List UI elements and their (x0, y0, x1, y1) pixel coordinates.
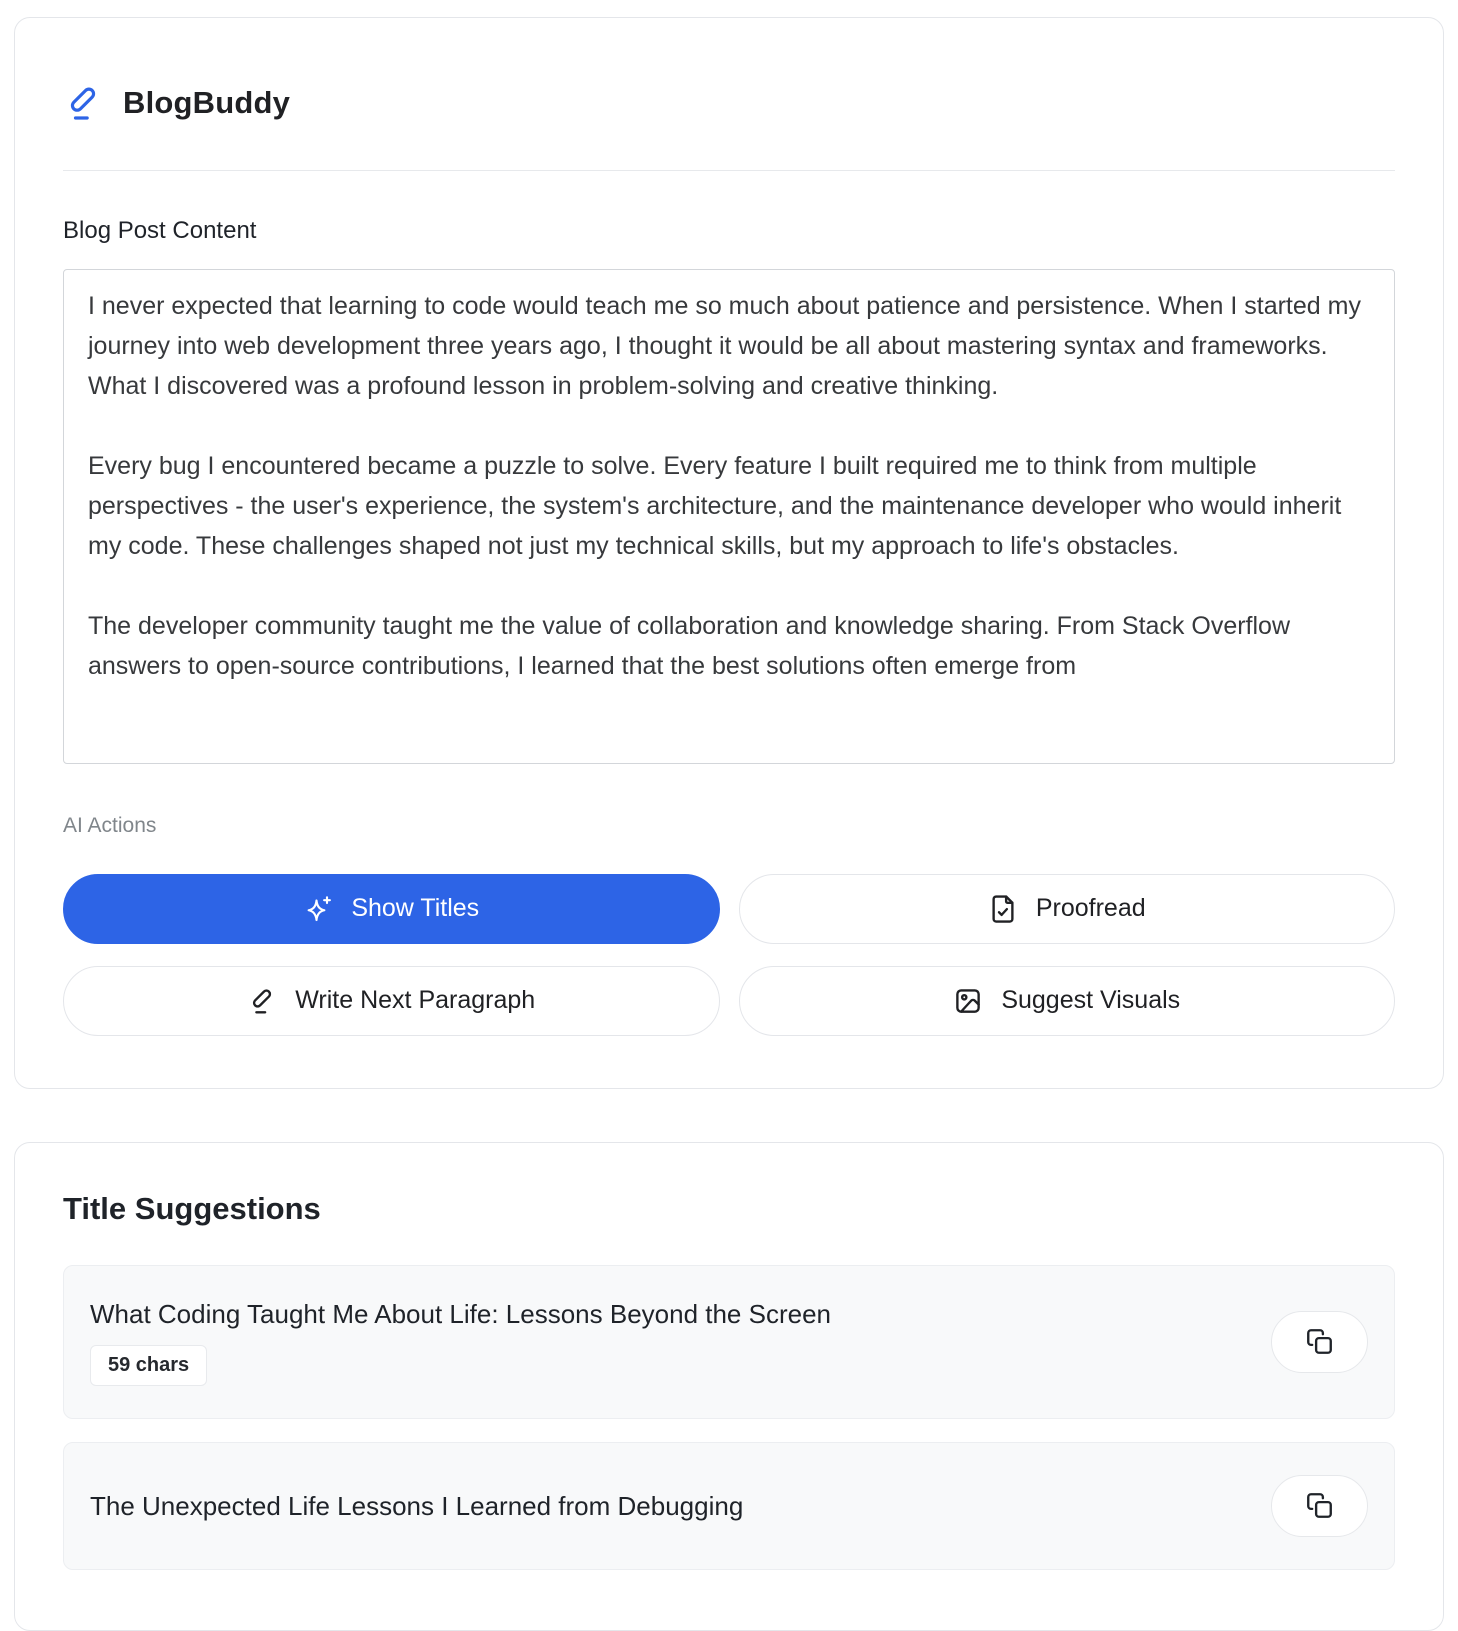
pen-logo-icon (63, 83, 103, 123)
write-next-paragraph-label: Write Next Paragraph (295, 986, 536, 1015)
blog-content-textarea[interactable] (63, 269, 1395, 764)
copy-title-button[interactable] (1271, 1475, 1368, 1537)
suggest-visuals-label: Suggest Visuals (1001, 986, 1181, 1015)
ai-actions-label: AI Actions (63, 813, 157, 837)
suggestion-title: What Coding Taught Me About Life: Lessons Beyond the Screen (90, 1298, 831, 1329)
suggestion-title: The Unexpected Life Lessons I Learned from Debugging (90, 1490, 744, 1521)
file-check-icon (988, 894, 1018, 924)
sparkle-icon (303, 894, 333, 924)
suggestion-item-body (90, 1298, 831, 1386)
title-suggestions-heading: Title Suggestions (63, 1190, 321, 1226)
proofread-button[interactable] (739, 874, 1396, 944)
proofread-label: Proofread (1035, 894, 1146, 923)
char-count-badge: 59 chars (90, 1345, 207, 1386)
suggestion-item (63, 1442, 1395, 1570)
blog-content-label: Blog Post Content (63, 216, 257, 244)
suggest-visuals-button[interactable] (739, 966, 1396, 1036)
editor-card (14, 17, 1444, 1089)
app-title: BlogBuddy (123, 84, 291, 120)
ai-actions-grid (63, 874, 1395, 1036)
write-next-paragraph-button[interactable] (63, 966, 720, 1036)
suggestion-item (63, 1265, 1395, 1419)
copy-title-button[interactable] (1271, 1311, 1368, 1373)
header-divider (63, 170, 1395, 171)
title-suggestions-card (14, 1142, 1444, 1631)
suggestion-item-body (90, 1490, 743, 1522)
copy-icon (1306, 1492, 1333, 1519)
show-titles-label: Show Titles (351, 894, 480, 923)
show-titles-button[interactable] (63, 874, 720, 944)
pen-icon (247, 986, 277, 1016)
image-icon (953, 986, 983, 1016)
app-header (63, 64, 1395, 142)
copy-icon (1306, 1328, 1333, 1355)
